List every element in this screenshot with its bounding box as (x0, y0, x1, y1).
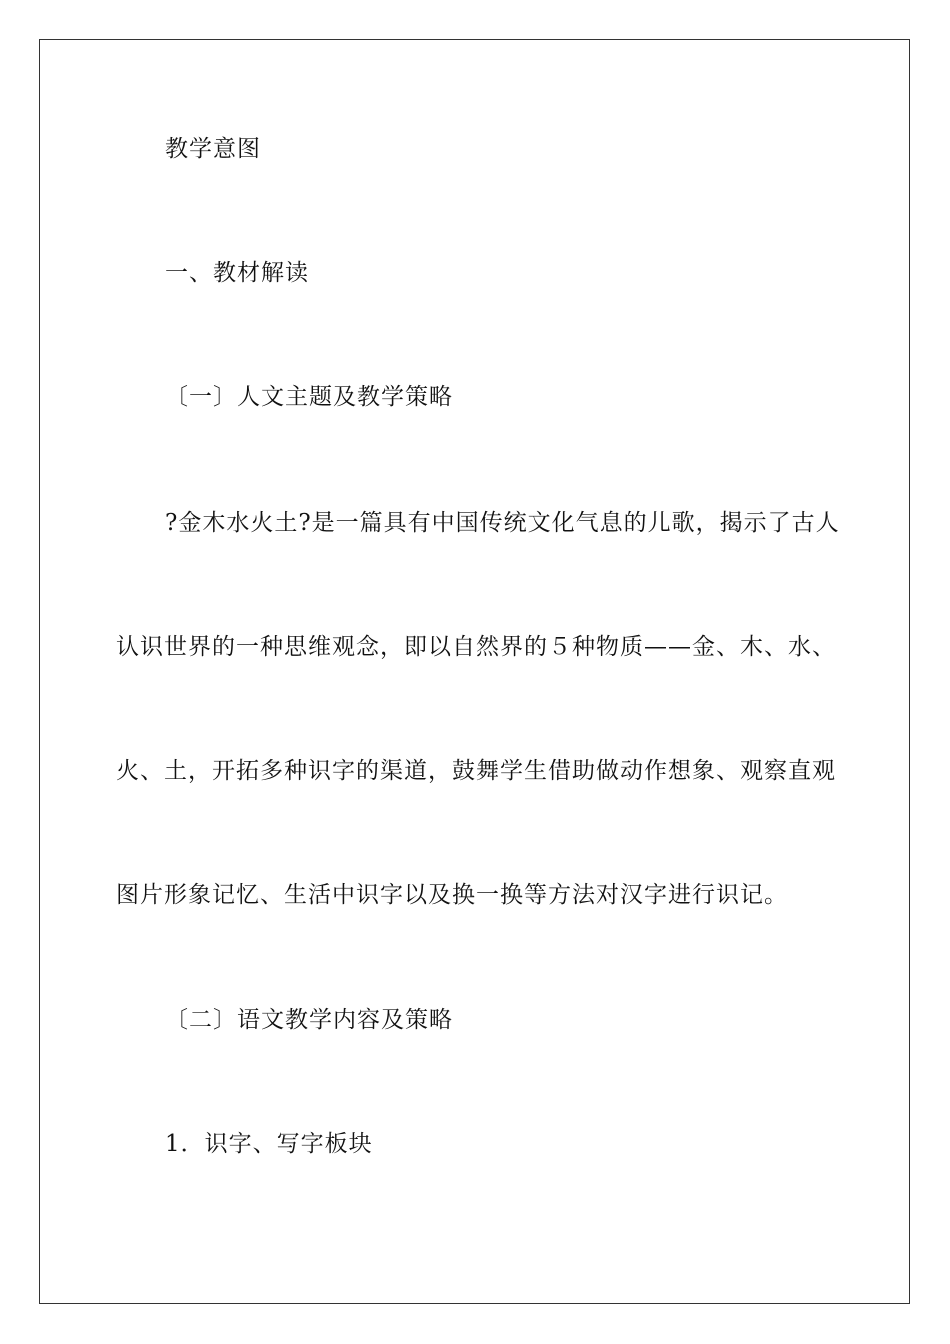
subsection-heading-humanities-theme: 〔一〕人文主题及教学策略 (165, 384, 453, 410)
list-item-literacy-writing: 1．识字、写字板块 (165, 1131, 373, 1157)
page-border (39, 39, 910, 1304)
paragraph-line-1: ?金木水火土?是一篇具有中国传统文化气息的儿歌，揭示了古人 (165, 510, 840, 536)
paragraph-line-4: 图片形象记忆、生活中识字以及换一换等方法对汉字进行识记。 (116, 882, 788, 908)
paragraph-line-2: 认识世界的一种思维观念，即以自然界的５种物质——金、木、水、 (116, 634, 836, 660)
document-heading: 教学意图 (165, 136, 261, 162)
paragraph-line-3: 火、土，开拓多种识字的渠道，鼓舞学生借助做动作想象、观察直观 (116, 758, 836, 784)
section-heading-textbook-analysis: 一、教材解读 (165, 260, 309, 286)
subsection-heading-chinese-teaching-content: 〔二〕语文教学内容及策略 (165, 1007, 453, 1033)
